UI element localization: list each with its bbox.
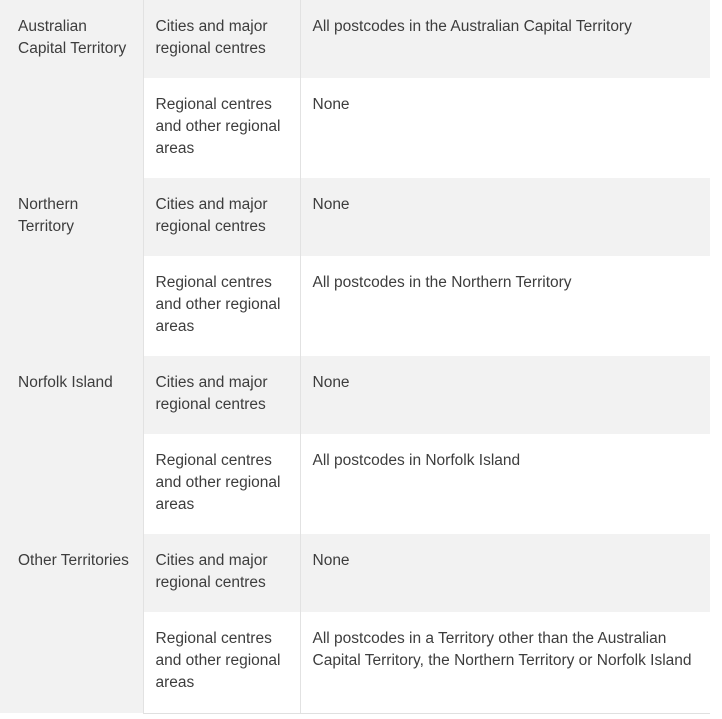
postcodes-cell: None: [300, 178, 710, 256]
region-cell: Regional centres and other regional areas: [143, 256, 300, 356]
region-cell: Cities and major regional centres: [143, 534, 300, 612]
postcodes-cell: None: [300, 356, 710, 434]
region-cell: Cities and major regional centres: [143, 0, 300, 78]
table-row: [0, 178, 710, 256]
territory-cell: Northern Territory: [0, 178, 143, 356]
postcodes-cell: All postcodes in Norfolk Island: [300, 434, 710, 534]
territory-cell: Other Territories: [0, 534, 143, 713]
territory-cell: Australian Capital Territory: [0, 0, 143, 178]
table-row: [0, 534, 710, 612]
region-cell: Cities and major regional centres: [143, 356, 300, 434]
region-cell: Regional centres and other regional areas: [143, 434, 300, 534]
region-cell: Regional centres and other regional areas: [143, 78, 300, 178]
region-cell: Cities and major regional centres: [143, 178, 300, 256]
table-row: [0, 356, 710, 434]
territory-cell: Norfolk Island: [0, 356, 143, 534]
table-row: [0, 0, 710, 78]
postcodes-cell: All postcodes in the Australian Capital Territory: [300, 0, 710, 78]
postcodes-cell: None: [300, 534, 710, 612]
postcodes-cell: None: [300, 78, 710, 178]
postcodes-cell: All postcodes in the Northern Territory: [300, 256, 710, 356]
postcodes-cell: All postcodes in a Territory other than the Australian Capital Territory, the Northern Territory or Norfolk Island: [300, 612, 710, 713]
region-cell: Regional centres and other regional areas: [143, 612, 300, 713]
